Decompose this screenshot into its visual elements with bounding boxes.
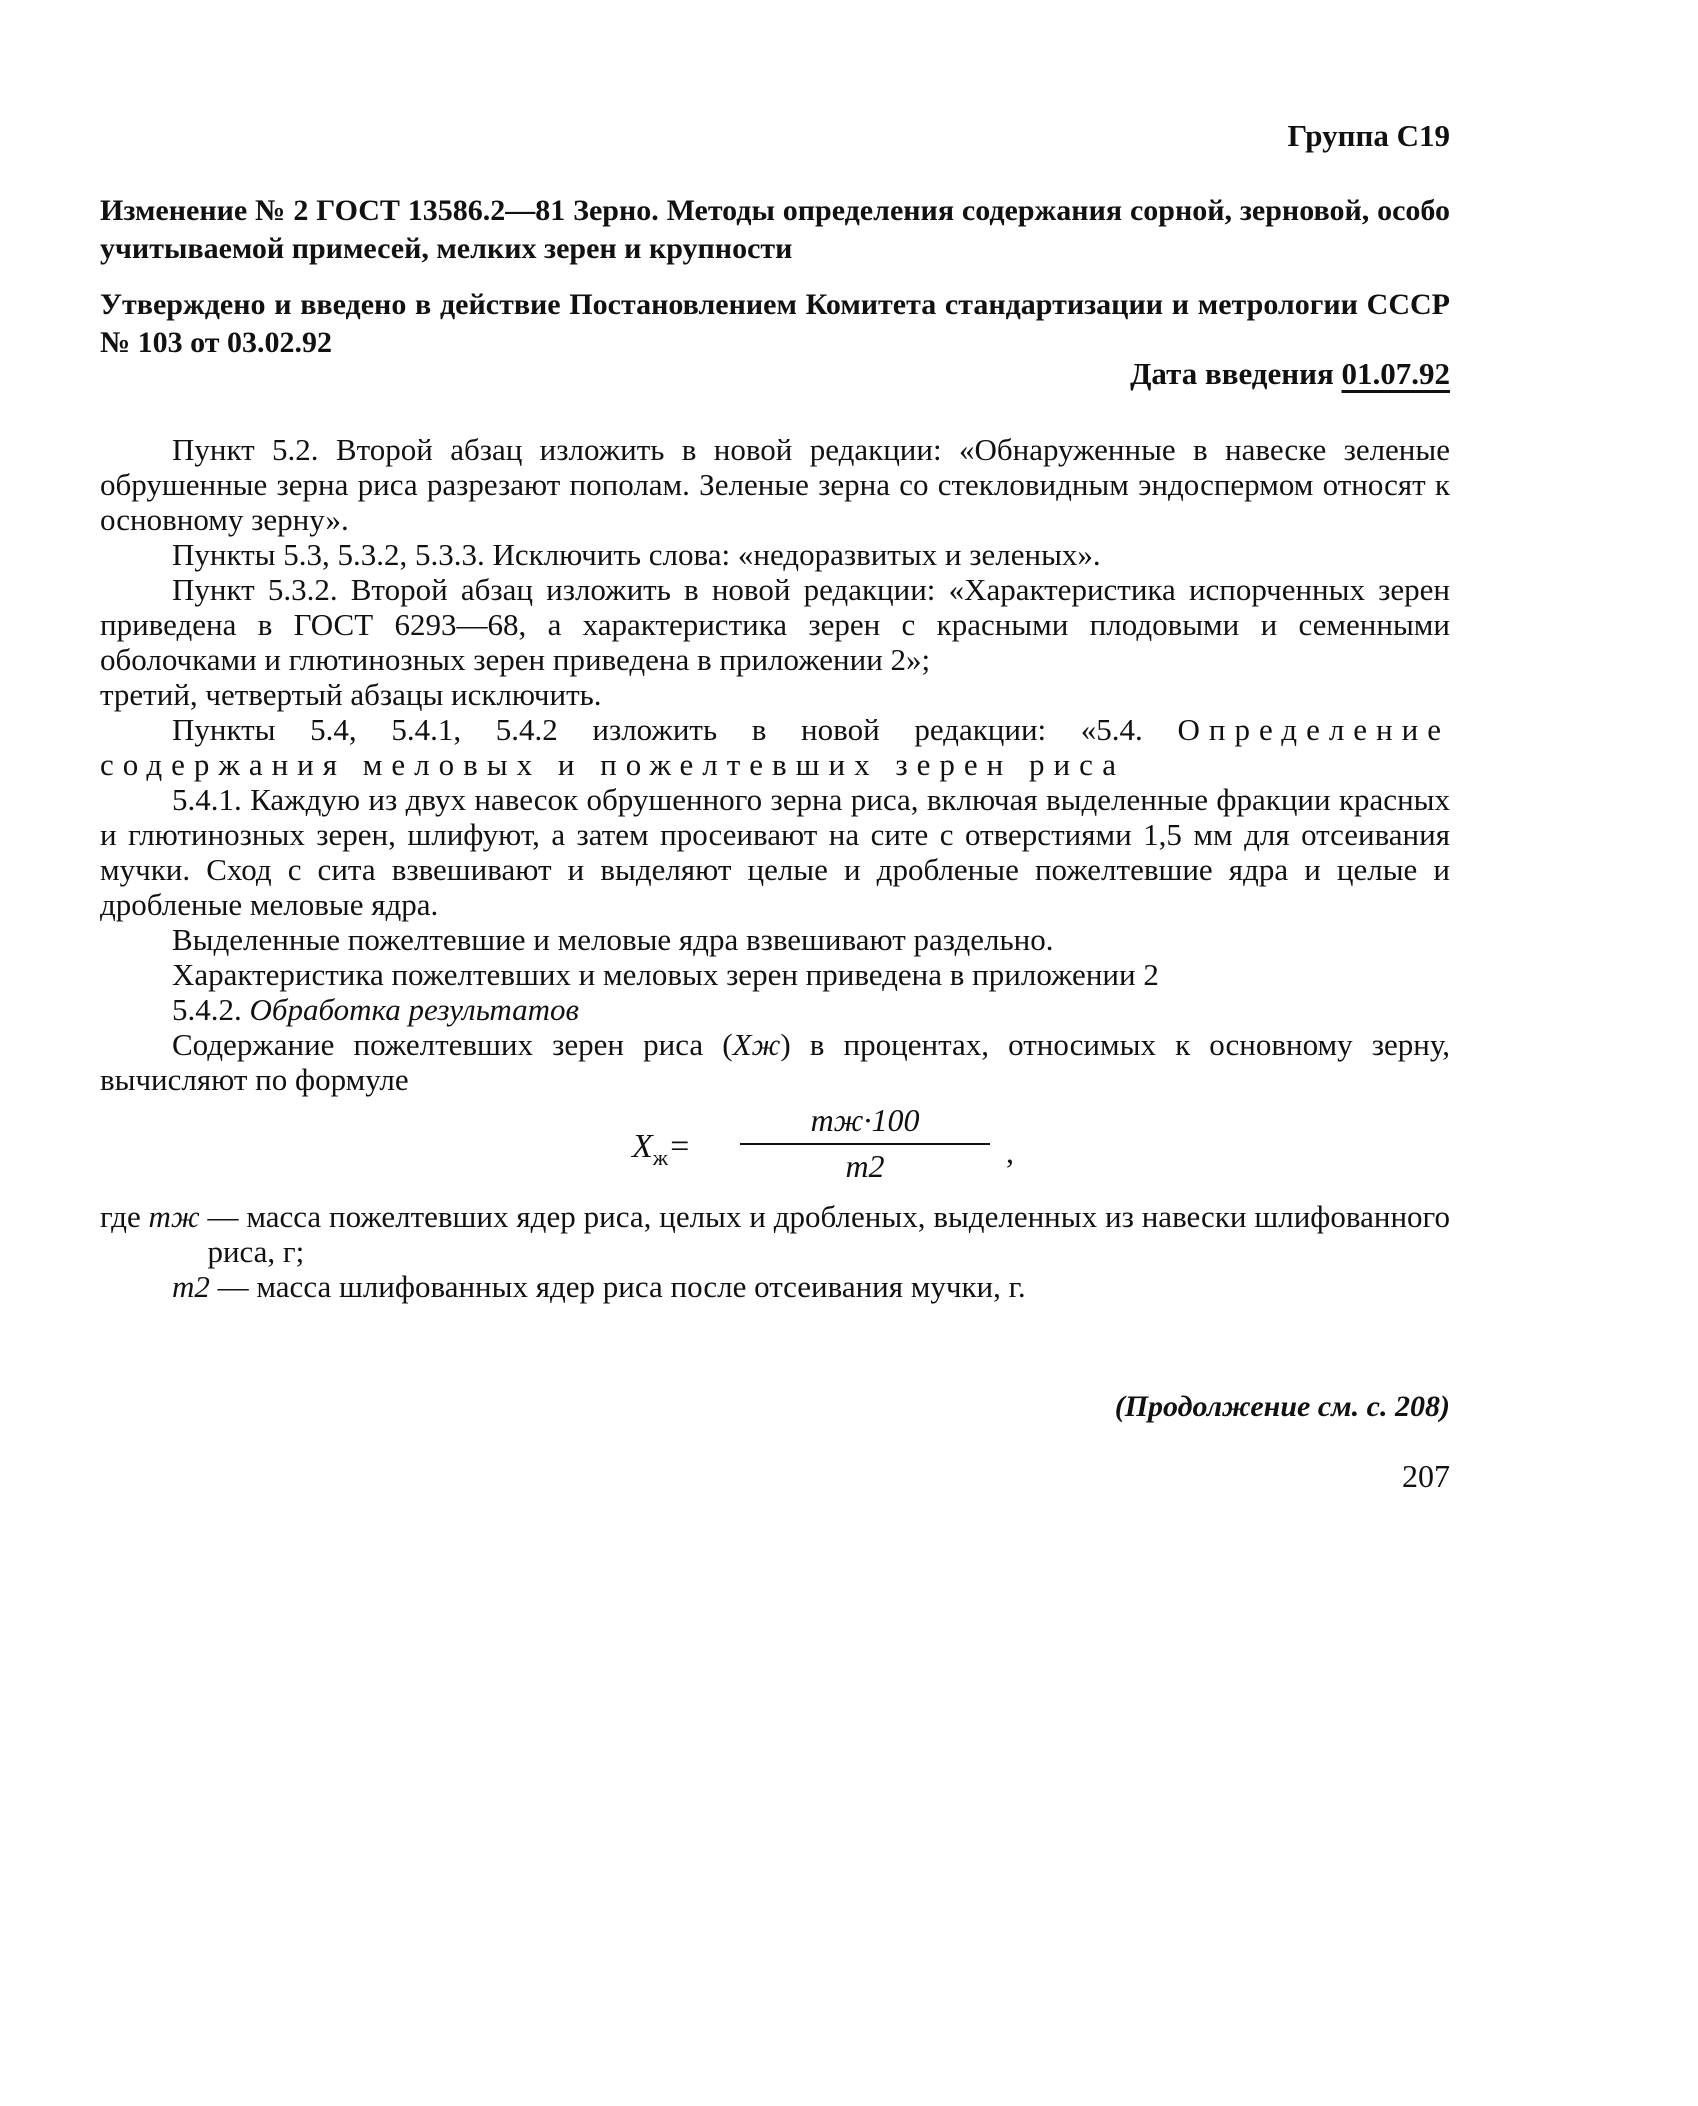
where-definition-1 bbox=[100, 1199, 1450, 1269]
paragraph-weighing: Выделенные пожелтевшие и меловые ядра взвешивают раздельно. bbox=[172, 922, 1054, 957]
introduction-date-value: 01.07.92 bbox=[1341, 356, 1450, 391]
document-body bbox=[100, 432, 1450, 1304]
paragraph-third-fourth: третий, четвертый абзацы исключить. bbox=[100, 677, 602, 712]
paragraph-5-4-lead: Пункты 5.4, 5.4.1, 5.4.2 изложить в новой редакции: «5.4. bbox=[172, 712, 1178, 747]
formula-denominator: m2 bbox=[845, 1148, 885, 1184]
continuation-note: (Продолжение см. с. 208) bbox=[1114, 1390, 1450, 1423]
paragraph-content bbox=[100, 1027, 1450, 1097]
paragraph-5-3: Пункты 5.3, 5.3.2, 5.3.3. Исключить слова: «недоразвитых и зеленых». bbox=[172, 537, 1101, 572]
paragraph-5-4 bbox=[100, 712, 1450, 782]
formula-comma: , bbox=[1006, 1134, 1014, 1170]
formula-subscript: ж bbox=[652, 1144, 668, 1170]
formula-numerator: mж·100 bbox=[810, 1102, 920, 1138]
section-heading-spaced: Определение содержания меловых и пожелтевших зерен риса bbox=[100, 712, 1450, 782]
formula-fraction bbox=[740, 1099, 990, 1185]
formula-variable: X bbox=[632, 1128, 653, 1165]
content-text-a: Содержание пожелтевших зерен риса ( bbox=[172, 1027, 733, 1062]
amendment-title: Изменение № 2 ГОСТ 13586.2—81 Зерно. Методы определения содержания сорной, зерновой, особо учитываемой примесей, мелких зерен и крупности bbox=[100, 194, 1450, 265]
paragraph-5-4-1: 5.4.1. Каждую из двух навесок обрушенного зерна риса, включая выделенные фракции красных и глютинозных зерен, шлифуют, а затем просеивают на сите с отверстиями 1,5 мм для отсеивания мучки. Сход с сита взвешивают и выделяют целые и дробленые пожелтевшие ядра и целые и дробленые меловые ядра. bbox=[100, 782, 1450, 922]
introduction-date bbox=[1130, 356, 1450, 392]
section-title: Обработка результатов bbox=[249, 992, 580, 1027]
introduction-date-label: Дата введения bbox=[1130, 356, 1334, 391]
definition-m-2: — масса шлифованных ядер риса после отсеивания мучки, г. bbox=[217, 1269, 1026, 1304]
group-code: Группа С19 bbox=[1287, 118, 1450, 153]
symbol-m-zh: mж bbox=[148, 1199, 200, 1234]
where-label: где mж bbox=[100, 1199, 200, 1234]
where-definition-2 bbox=[100, 1269, 1450, 1304]
paragraph-5-3-2: Пункт 5.3.2. Второй абзац изложить в новой редакции: «Характеристика испорченных зерен приведена в ГОСТ 6293—68, а характеристика зерен с красными плодовыми и семенными оболочками и глютинозных зерен приведена в приложении 2»; bbox=[100, 572, 1450, 677]
formula-equals: = bbox=[667, 1128, 691, 1165]
definition-m-zh: — масса пожелтевших ядер риса, целых и дробленых, выделенных из навески шлифованного риса, г; bbox=[207, 1199, 1450, 1269]
approval-statement: Утверждено и введено в действие Постановлением Комитета стандартизации и метрологии СССР № 103 от 03.02.92 bbox=[100, 288, 1450, 359]
section-number: 5.4.2. bbox=[172, 992, 242, 1027]
paragraph-characteristic: Характеристика пожелтевших и меловых зерен приведена в приложении 2 bbox=[172, 957, 1159, 992]
content-symbol: Xж bbox=[732, 1027, 781, 1062]
formula bbox=[100, 1099, 1450, 1195]
paragraph-5-4-2 bbox=[100, 992, 1450, 1027]
fraction-bar bbox=[740, 1143, 990, 1145]
page-number: 207 bbox=[1402, 1458, 1450, 1494]
formula-lhs bbox=[632, 1129, 691, 1175]
symbol-m-2: m2 bbox=[172, 1269, 210, 1304]
paragraph-5-2: Пункт 5.2. Второй абзац изложить в новой редакции: «Обнаруженные в навеске зеленые обрушенные зерна риса разрезают пополам. Зеленые зерна со стекловидным эндоспермом относят к основному зерну». bbox=[100, 432, 1450, 537]
content-text-b: ) в процентах, относимых к основному зерну, вычисляют по формуле bbox=[100, 1027, 1450, 1097]
